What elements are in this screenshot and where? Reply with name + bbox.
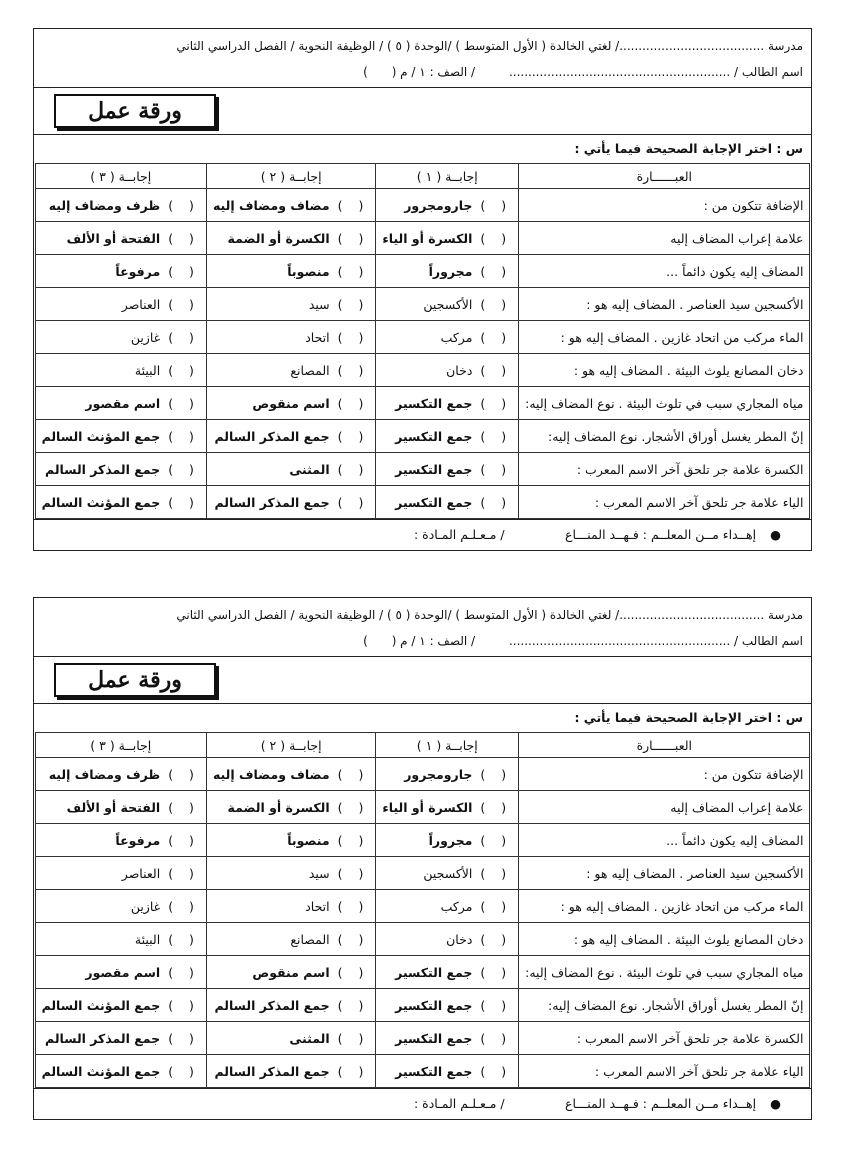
answer-text: جمع التكسير (395, 461, 473, 477)
answer-checkbox[interactable]: ( ) (480, 931, 513, 947)
answer-checkbox[interactable]: ( ) (337, 964, 370, 980)
answer-option[interactable] (376, 288, 519, 321)
answer-option[interactable] (376, 956, 519, 989)
student-line (42, 59, 803, 85)
statement-cell: الكسرة علامة جر تلحق آخر الاسم المعرب : (519, 1022, 810, 1055)
answer-option[interactable] (206, 956, 375, 989)
answer-option[interactable] (376, 222, 519, 255)
answer-text: البيئة (134, 362, 161, 378)
answer-option[interactable] (206, 758, 375, 791)
answer-checkbox[interactable]: ( ) (168, 766, 200, 782)
statement-cell: الأكسجين سيد العناصر . المضاف إليه هو : (519, 288, 810, 321)
answer-text: جمع المؤنث السالم (41, 997, 161, 1013)
answer-option[interactable] (206, 486, 375, 519)
table-row (35, 321, 810, 354)
answer-option[interactable] (35, 1055, 206, 1088)
answer-text: جمع المذكر السالم (45, 1030, 161, 1046)
answer-option[interactable] (376, 923, 519, 956)
answer-text: مرفوعاً (115, 263, 161, 279)
answer-checkbox[interactable]: ( ) (168, 296, 200, 312)
answer-text: جمع التكسير (395, 395, 473, 411)
answer-text: المثنى (289, 1030, 330, 1046)
answer-option[interactable] (376, 791, 519, 824)
answer-checkbox[interactable]: ( ) (337, 898, 370, 914)
answer-text: جمع التكسير (395, 1030, 473, 1046)
answer-text: جمع التكسير (395, 428, 473, 444)
answer-option[interactable] (35, 453, 206, 486)
answer-option[interactable] (206, 222, 375, 255)
answer-checkbox[interactable]: ( ) (480, 362, 513, 378)
answer-option[interactable] (206, 890, 375, 923)
answer-option[interactable] (376, 758, 519, 791)
answer-text: مركب (440, 329, 473, 345)
bullet-icon: ● (770, 527, 781, 542)
answer-checkbox[interactable]: ( ) (480, 230, 513, 246)
answer-text: جارومجرور (404, 197, 473, 213)
table-row (35, 791, 810, 824)
answer-text: جمع التكسير (395, 964, 473, 980)
table-header-row (35, 733, 810, 758)
school-course-line: مدرسة ....................................../ لغتي الخالدة ( الأول المتوسط ) /الوحدة ( ٥ ) / الوظيفة النحوية / الفصل الدراسي الثاني (176, 608, 803, 622)
answer-text: الكسرة أو الضمة (227, 799, 330, 815)
answer-text: اسم مقصور (85, 964, 161, 980)
table-row (35, 758, 810, 791)
student-label: اسم الطالب (741, 65, 803, 79)
statement-cell: الإضافة تتكون من : (519, 189, 810, 222)
answer-checkbox[interactable]: ( ) (168, 931, 200, 947)
answer-text: اسم منقوص (252, 964, 330, 980)
answer-checkbox[interactable]: ( ) (168, 197, 200, 213)
answer-text: جمع التكسير (395, 1063, 473, 1079)
answer-checkbox[interactable]: ( ) (168, 898, 200, 914)
class-label: / الصف : ١ / م ( (391, 634, 476, 648)
answer-checkbox[interactable]: ( ) (337, 1030, 370, 1046)
answer-checkbox[interactable]: ( ) (480, 296, 513, 312)
answer-checkbox[interactable]: ( ) (337, 1063, 370, 1079)
answer-text: جمع المذكر السالم (214, 1063, 330, 1079)
answer-checkbox[interactable]: ( ) (168, 964, 200, 980)
subject-teacher-label: / مـعـلـم المـادة : (414, 527, 505, 542)
answer-text: مرفوعاً (115, 832, 161, 848)
title-row (34, 656, 811, 704)
answer-text: جمع التكسير (395, 997, 473, 1013)
answer-option[interactable] (206, 791, 375, 824)
worksheet-footer (34, 1088, 811, 1119)
table-row (35, 189, 810, 222)
table-row (35, 1055, 810, 1088)
bullet-icon: ● (770, 1096, 781, 1111)
column-header: العبــــــارة (519, 164, 810, 189)
subject-teacher-label: / مـعـلـم المـادة : (414, 1096, 505, 1111)
answer-text: الفتحة أو الألف (66, 799, 161, 815)
answer-option[interactable] (376, 453, 519, 486)
answer-checkbox[interactable]: ( ) (480, 1063, 513, 1079)
answer-checkbox[interactable]: ( ) (337, 362, 370, 378)
answer-checkbox[interactable]: ( ) (337, 395, 370, 411)
table-row (35, 453, 810, 486)
answer-option[interactable] (35, 989, 206, 1022)
statement-cell: مياه المجاري سبب في تلوث البيئة . نوع المضاف إليه: (519, 387, 810, 420)
answer-checkbox[interactable]: ( ) (337, 296, 370, 312)
answer-text: منصوباً (287, 832, 330, 848)
answer-option[interactable] (206, 387, 375, 420)
student-label: اسم الطالب (741, 634, 803, 648)
answer-text: ظرف ومضاف إليه (48, 766, 161, 782)
worksheet-1 (33, 28, 812, 551)
questions-table (35, 732, 811, 1088)
answer-checkbox[interactable]: ( ) (480, 964, 513, 980)
statement-cell: المضاف إليه يكون دائماً ... (519, 824, 810, 857)
worksheet-2 (33, 597, 812, 1120)
column-header: إجابــة ( ٣ ) (35, 164, 206, 189)
answer-option[interactable] (35, 354, 206, 387)
table-row (35, 387, 810, 420)
question-prompt: س : اختر الإجابة الصحيحة فيما يأتي : (574, 141, 803, 156)
answer-checkbox[interactable]: ( ) (337, 832, 370, 848)
answer-text: جمع المذكر السالم (214, 428, 330, 444)
statement-cell: الياء علامة جر تلحق آخر الاسم المعرب : (519, 1055, 810, 1088)
answer-checkbox[interactable]: ( ) (337, 428, 370, 444)
answer-checkbox[interactable]: ( ) (337, 997, 370, 1013)
answer-text: مركب (440, 898, 473, 914)
student-line (42, 628, 803, 654)
class-close: ) (363, 634, 368, 648)
answer-option[interactable] (35, 791, 206, 824)
answer-checkbox[interactable]: ( ) (168, 395, 200, 411)
answer-text: الفتحة أو الألف (66, 230, 161, 246)
answer-checkbox[interactable]: ( ) (168, 230, 200, 246)
answer-text: سيد (308, 296, 330, 312)
answer-checkbox[interactable]: ( ) (168, 832, 200, 848)
answer-text: جمع المؤنث السالم (41, 494, 161, 510)
answer-text: مجروراً (428, 263, 473, 279)
answer-checkbox[interactable]: ( ) (480, 329, 513, 345)
answer-option[interactable] (35, 1022, 206, 1055)
worksheet-footer (34, 519, 811, 550)
answer-text: جمع المذكر السالم (214, 997, 330, 1013)
answer-checkbox[interactable]: ( ) (337, 494, 370, 510)
answer-checkbox[interactable]: ( ) (337, 865, 370, 881)
statement-cell: دخان المصانع يلوث البيئة . المضاف إليه هو : (519, 354, 810, 387)
answer-checkbox[interactable]: ( ) (168, 329, 200, 345)
answer-option[interactable] (206, 354, 375, 387)
statement-cell: الماء مركب من اتحاد غازين . المضاف إليه هو : (519, 321, 810, 354)
answer-option[interactable] (376, 387, 519, 420)
answer-checkbox[interactable]: ( ) (337, 799, 370, 815)
answer-option[interactable] (376, 824, 519, 857)
column-header: إجابــة ( ٢ ) (206, 164, 375, 189)
answer-checkbox[interactable]: ( ) (337, 263, 370, 279)
answer-checkbox[interactable]: ( ) (337, 931, 370, 947)
answer-option[interactable] (35, 255, 206, 288)
answer-text: الأكسجين (423, 865, 473, 881)
answer-text: سيد (308, 865, 330, 881)
answer-checkbox[interactable]: ( ) (168, 997, 200, 1013)
class-close: ) (363, 65, 368, 79)
answer-checkbox[interactable]: ( ) (480, 1030, 513, 1046)
table-row (35, 923, 810, 956)
table-row (35, 222, 810, 255)
statement-cell: إنّ المطر يغسل أوراق الأشجار. نوع المضاف إليه: (519, 420, 810, 453)
answer-option[interactable] (376, 189, 519, 222)
answer-option[interactable] (206, 1022, 375, 1055)
table-row (35, 956, 810, 989)
answer-option[interactable] (35, 824, 206, 857)
table-row (35, 857, 810, 890)
answer-text: العناصر (121, 865, 161, 881)
answer-text: اتحاد (305, 898, 330, 914)
answer-text: دخان (446, 931, 473, 947)
answer-checkbox[interactable]: ( ) (337, 197, 370, 213)
answer-checkbox[interactable]: ( ) (480, 832, 513, 848)
answer-option[interactable] (376, 486, 519, 519)
answer-option[interactable] (376, 857, 519, 890)
statement-cell: علامة إعراب المضاف إليه (519, 222, 810, 255)
teacher-gift: إهــداء مــن المعلــم : فـهــد المنـــاع (565, 527, 757, 542)
answer-checkbox[interactable]: ( ) (480, 865, 513, 881)
answer-checkbox[interactable]: ( ) (168, 1063, 200, 1079)
answer-checkbox[interactable]: ( ) (168, 865, 200, 881)
answer-option[interactable] (376, 354, 519, 387)
answer-text: مضاف ومضاف إليه (212, 197, 330, 213)
column-header: إجابــة ( ١ ) (376, 164, 519, 189)
answer-option[interactable] (376, 890, 519, 923)
answer-text: جارومجرور (404, 766, 473, 782)
answer-checkbox[interactable]: ( ) (168, 362, 200, 378)
table-row (35, 288, 810, 321)
answer-option[interactable] (376, 989, 519, 1022)
school-course-line: مدرسة ....................................../ لغتي الخالدة ( الأول المتوسط ) /الوحدة ( ٥ ) / الوظيفة النحوية / الفصل الدراسي الثاني (176, 39, 803, 53)
answer-checkbox[interactable]: ( ) (480, 494, 513, 510)
column-header: إجابــة ( ١ ) (376, 733, 519, 758)
answer-text: اتحاد (305, 329, 330, 345)
answer-checkbox[interactable]: ( ) (168, 428, 200, 444)
questions-table (35, 163, 811, 519)
answer-text: مضاف ومضاف إليه (212, 766, 330, 782)
student-name-blank: / .......................................................... (508, 634, 739, 648)
answer-text: جمع المؤنث السالم (41, 428, 161, 444)
column-header: إجابــة ( ٣ ) (35, 733, 206, 758)
answer-checkbox[interactable]: ( ) (337, 329, 370, 345)
answer-checkbox[interactable]: ( ) (337, 766, 370, 782)
answer-option[interactable] (35, 189, 206, 222)
column-header: العبــــــارة (519, 733, 810, 758)
worksheet-header (34, 598, 811, 654)
statement-cell: المضاف إليه يكون دائماً ... (519, 255, 810, 288)
answer-text: اسم منقوص (252, 395, 330, 411)
statement-cell: الكسرة علامة جر تلحق آخر الاسم المعرب : (519, 453, 810, 486)
answer-checkbox[interactable]: ( ) (480, 197, 513, 213)
answer-checkbox[interactable]: ( ) (168, 263, 200, 279)
answer-text: العناصر (121, 296, 161, 312)
answer-checkbox[interactable]: ( ) (480, 799, 513, 815)
title-row (34, 87, 811, 135)
answer-checkbox[interactable]: ( ) (480, 766, 513, 782)
answer-option[interactable] (376, 1055, 519, 1088)
answer-option[interactable] (35, 956, 206, 989)
answer-text: الكسرة أو الياء (382, 230, 473, 246)
answer-text: مجروراً (428, 832, 473, 848)
answer-option[interactable] (206, 1055, 375, 1088)
answer-option[interactable] (35, 890, 206, 923)
statement-cell: علامة إعراب المضاف إليه (519, 791, 810, 824)
answer-text: جمع المؤنث السالم (41, 1063, 161, 1079)
answer-option[interactable] (206, 321, 375, 354)
answer-checkbox[interactable]: ( ) (337, 230, 370, 246)
answer-option[interactable] (206, 923, 375, 956)
answer-checkbox[interactable]: ( ) (168, 799, 200, 815)
answer-option[interactable] (35, 758, 206, 791)
answer-checkbox[interactable]: ( ) (168, 461, 200, 477)
answer-option[interactable] (206, 989, 375, 1022)
answer-option[interactable] (35, 222, 206, 255)
statement-cell: الماء مركب من اتحاد غازين . المضاف إليه هو : (519, 890, 810, 923)
answer-option[interactable] (206, 288, 375, 321)
answer-checkbox[interactable]: ( ) (168, 1030, 200, 1046)
question-prompt: س : اختر الإجابة الصحيحة فيما يأتي : (574, 710, 803, 725)
answer-option[interactable] (35, 923, 206, 956)
answer-text: الكسرة أو الضمة (227, 230, 330, 246)
statement-cell: دخان المصانع يلوث البيئة . المضاف إليه هو : (519, 923, 810, 956)
answer-text: اسم مقصور (85, 395, 161, 411)
table-row (35, 486, 810, 519)
answer-text: جمع التكسير (395, 494, 473, 510)
answer-text: جمع المذكر السالم (45, 461, 161, 477)
answer-checkbox[interactable]: ( ) (480, 461, 513, 477)
statement-cell: الأكسجين سيد العناصر . المضاف إليه هو : (519, 857, 810, 890)
answer-text: الأكسجين (423, 296, 473, 312)
answer-checkbox[interactable]: ( ) (480, 428, 513, 444)
answer-option[interactable] (206, 824, 375, 857)
table-row (35, 420, 810, 453)
table-row (35, 1022, 810, 1055)
student-name-blank: / .......................................................... (508, 65, 739, 79)
table-row (35, 354, 810, 387)
answer-text: المثنى (289, 461, 330, 477)
class-label: / الصف : ١ / م ( (391, 65, 476, 79)
answer-checkbox[interactable]: ( ) (337, 461, 370, 477)
answer-option[interactable] (206, 255, 375, 288)
answer-checkbox[interactable]: ( ) (480, 395, 513, 411)
answer-text: الكسرة أو الياء (382, 799, 473, 815)
answer-option[interactable] (376, 321, 519, 354)
answer-option[interactable] (206, 189, 375, 222)
answer-text: غازين (130, 898, 161, 914)
answer-option[interactable] (35, 387, 206, 420)
statement-cell: إنّ المطر يغسل أوراق الأشجار. نوع المضاف إليه: (519, 989, 810, 1022)
answer-option[interactable] (206, 420, 375, 453)
statement-cell: الإضافة تتكون من : (519, 758, 810, 791)
answer-text: ظرف ومضاف إليه (48, 197, 161, 213)
answer-option[interactable] (206, 857, 375, 890)
table-header-row (35, 164, 810, 189)
answer-text: المصانع (290, 362, 330, 378)
worksheet-header (34, 29, 811, 85)
table-row (35, 890, 810, 923)
answer-text: المصانع (290, 931, 330, 947)
table-row (35, 824, 810, 857)
answer-text: منصوباً (287, 263, 330, 279)
worksheet-title: ورقة عمل (54, 663, 216, 697)
answer-option[interactable] (35, 321, 206, 354)
worksheet-title: ورقة عمل (54, 94, 216, 128)
statement-cell: الياء علامة جر تلحق آخر الاسم المعرب : (519, 486, 810, 519)
answer-checkbox[interactable]: ( ) (480, 263, 513, 279)
answer-option[interactable] (35, 420, 206, 453)
teacher-gift: إهــداء مــن المعلــم : فـهــد المنـــاع (565, 1096, 757, 1111)
column-header: إجابــة ( ٢ ) (206, 733, 375, 758)
answer-checkbox[interactable]: ( ) (480, 997, 513, 1013)
answer-option[interactable] (206, 453, 375, 486)
table-row (35, 989, 810, 1022)
table-row (35, 255, 810, 288)
answer-option[interactable] (35, 857, 206, 890)
answer-checkbox[interactable]: ( ) (480, 898, 513, 914)
answer-option[interactable] (35, 288, 206, 321)
answer-text: غازين (130, 329, 161, 345)
answer-option[interactable] (35, 486, 206, 519)
answer-text: دخان (446, 362, 473, 378)
answer-text: البيئة (134, 931, 161, 947)
statement-cell: مياه المجاري سبب في تلوث البيئة . نوع المضاف إليه: (519, 956, 810, 989)
answer-option[interactable] (376, 255, 519, 288)
answer-option[interactable] (376, 1022, 519, 1055)
answer-text: جمع المذكر السالم (214, 494, 330, 510)
answer-checkbox[interactable]: ( ) (168, 494, 200, 510)
answer-option[interactable] (376, 420, 519, 453)
